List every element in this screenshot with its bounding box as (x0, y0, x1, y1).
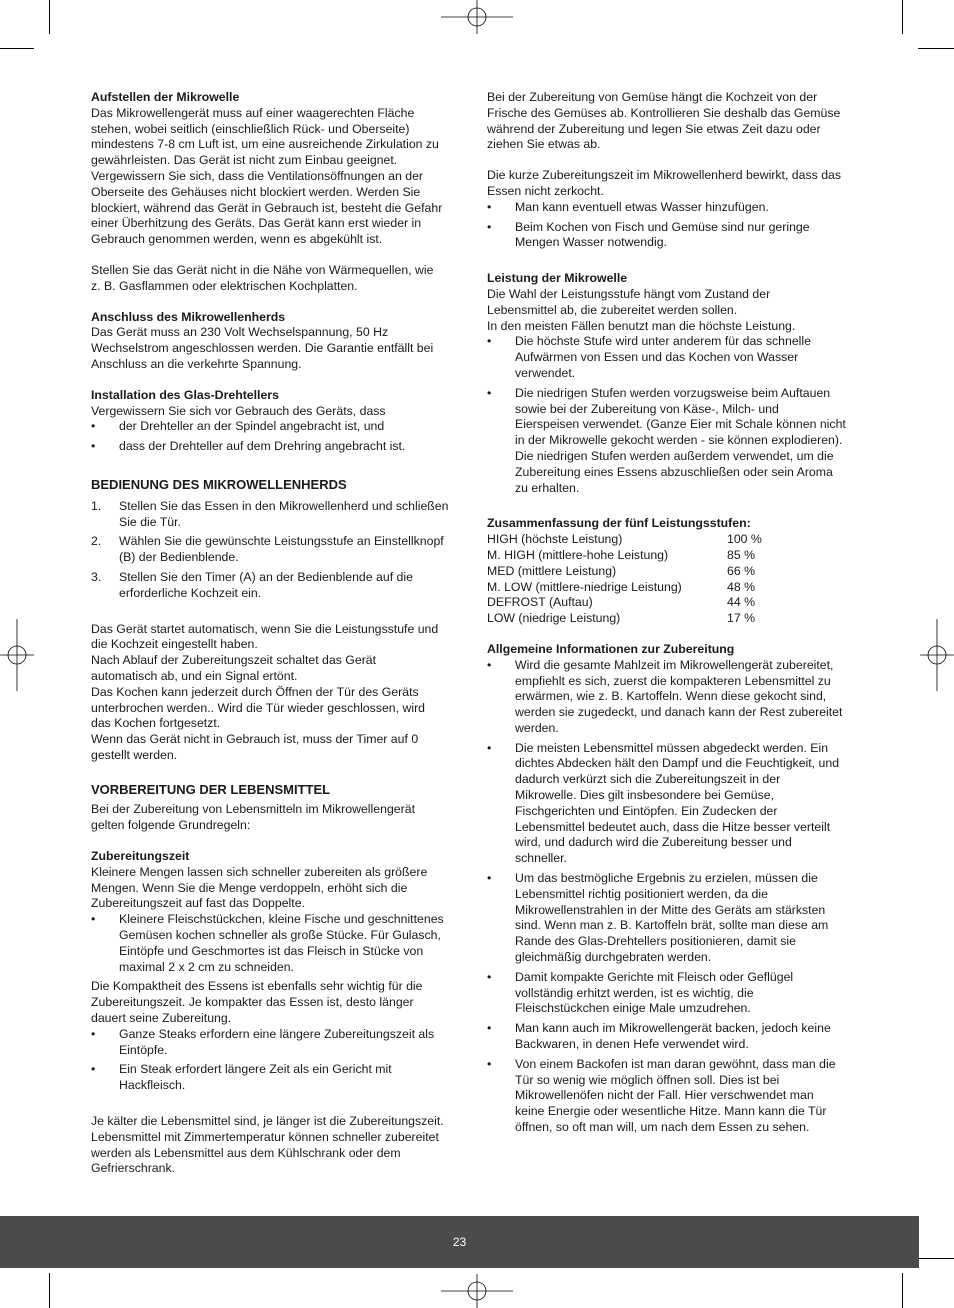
bullet: • (487, 969, 492, 984)
item-number: 1. (91, 498, 102, 513)
bullet: • (487, 199, 492, 214)
text-line: Ganze Steaks erfordern eine längere Zubereitungszeit als (119, 1026, 435, 1041)
bullet: • (487, 385, 492, 400)
level-name: LOW (niedrige Leistung) (487, 611, 621, 626)
bullet: • (91, 419, 96, 434)
level-value: 100 % (727, 532, 762, 547)
bullet-item (487, 658, 865, 737)
text-line: erwärmen, wie z. B. Kartoffeln. Wenn diese gekocht sind, (515, 689, 827, 704)
bullet-item (487, 970, 865, 1017)
text-line: wird, und dadurch wird die Zubereitung besser und (515, 835, 792, 850)
paragraph (487, 168, 865, 200)
text-line: vollständig erhitzt werden, ist es wichtig, die (515, 985, 754, 1000)
text-line: Mengen Wasser notwendig. (515, 235, 667, 250)
text-line: Zubereitungszeit auf fast das Doppelte. (91, 896, 305, 911)
text-line: gleichmäßig durchgebraten werden. (515, 950, 712, 965)
text-line: maximal 2 x 2 cm zu schneiden. (119, 959, 294, 974)
text-line: Zubereitung eines Essens abzuschließen oder sein Aroma (515, 464, 833, 479)
paragraph (91, 325, 469, 372)
text-line: Oberseite des Gehäuses nicht blockiert werden. Werden Sie (91, 184, 421, 199)
paragraph (91, 865, 469, 912)
bullet: • (487, 871, 492, 886)
item-number: 2. (91, 534, 102, 549)
section-heading: BEDIENUNG DES MIKROWELLENHERDS (91, 476, 347, 492)
bullet: • (91, 1062, 96, 1077)
table-row (487, 564, 865, 580)
text-line: Die Wahl der Leistungsstufe hängt vom Zustand der (487, 286, 771, 301)
paragraph (91, 263, 469, 295)
text-line: öffnen, so oft man will, um nach dem Essen zu sehen. (515, 1120, 810, 1135)
text-line: gelten folgende Grundregeln: (91, 818, 251, 833)
text-line: Stellen Sie den Timer (A) an der Bedienblende auf die (119, 569, 413, 584)
table-row (487, 532, 865, 548)
text-line: Gefrierschrank. (91, 1161, 176, 1176)
text-line: erforderliche Kochzeit ein. (119, 585, 262, 600)
table-row (487, 595, 865, 611)
section-heading: Anschluss des Mikrowellenherds (91, 309, 286, 324)
text-line: dichtes Abdecken hält den Dampf und die Feuchtigkeit, und (515, 756, 840, 771)
level-value: 17 % (727, 611, 756, 626)
text-line: Fischgerichten und Eintöpfen. Ein Zudecken der (515, 803, 778, 818)
text-line: stehen, wobei seitlich (einschließlich Rück- und Oberseite) (91, 121, 410, 136)
text-line: blockiert, während das Gerät in Gebrauch ist, besteht die Gefahr (91, 200, 443, 215)
text-line: Gebrauch genommen werden, wenn es abgekühlt ist. (91, 232, 383, 247)
text-line: Um das bestmögliche Ergebnis zu erzielen, müssen die (515, 871, 818, 886)
text-line: Wenn das Gerät nicht in Gebrauch ist, muss der Timer auf 0 (91, 732, 419, 747)
text-line: Mikrowelle. Dies gilt insbesondere bei Gemüse, (515, 788, 775, 803)
text-line: automatisch ab, und ein Signal ertönt. (91, 668, 298, 683)
numbered-item (91, 570, 469, 602)
text-line: dadurch verkürzt sich die Zubereitungszeit in der (515, 772, 781, 787)
text-line: der Drehteller an der Spindel angebracht ist, und (119, 419, 385, 434)
paragraph (487, 287, 865, 334)
text-line: dauert seine Zubereitung. (91, 1011, 232, 1026)
text-line: Lebensmittel richtig positioniert werden, da die (515, 886, 768, 901)
level-value: 44 % (727, 595, 756, 610)
text-line: In den meisten Fällen benutzt man die höchste Leistung. (487, 318, 796, 333)
text-line: Lebensmittel ab, die zubereitet werden sollen. (487, 302, 738, 317)
bullet-item (487, 200, 865, 216)
level-value: 85 % (727, 547, 756, 562)
paragraph (91, 106, 469, 248)
text-line: Das Mikrowellengerät muss auf einer waagerechten Fläche (91, 105, 415, 120)
bullet-item (487, 334, 865, 381)
text-line: Hackfleisch. (119, 1078, 186, 1093)
bullet: • (91, 439, 96, 454)
level-name: M. HIGH (mittlere-hohe Leistung) (487, 547, 669, 562)
bullet: • (487, 657, 492, 672)
text-line: die Kochzeit eingestellt haben. (91, 637, 258, 652)
section-heading: Aufstellen der Mikrowelle (91, 90, 240, 104)
text-line: Fleischstückchen einige Male umzudrehen. (515, 1001, 751, 1016)
text-line: Anschluss an die verkehrte Spannung. (91, 356, 302, 371)
text-line: Eintöpfe und Geschmortes ist das Fleisch in Stücke von (119, 943, 424, 958)
text-line: Kleinere Mengen lassen sich schneller zubereiten als größere (91, 864, 428, 879)
bullet: • (91, 1026, 96, 1041)
text-line: verwendet. (515, 365, 576, 380)
right-column (487, 90, 865, 1136)
text-line: Wird die gesamte Mahlzeit im Mikrowellengerät zubereitet, (515, 657, 834, 672)
text-line: Man kann auch im Mikrowellengerät backen, jedoch keine (515, 1021, 831, 1036)
left-column (91, 90, 469, 1177)
text-line: Stellen Sie das Gerät nicht in die Nähe von Wärmequellen, wie (91, 262, 434, 277)
bullet-item (487, 871, 865, 966)
text-line: schneller. (515, 851, 567, 866)
bullet: • (91, 912, 96, 927)
table-row (487, 611, 865, 627)
level-name: DEFROST (Auftau) (487, 595, 593, 610)
text-line: Tür so wenig wie möglich öffnen soll. Dies ist bei (515, 1072, 780, 1087)
level-name: HIGH (höchste Leistung) (487, 532, 623, 547)
paragraph (91, 802, 469, 834)
text-line: Mikrowellenstrahlen in der Mitte des Geräts am stärksten (515, 902, 826, 917)
table-row (487, 580, 865, 596)
level-name: MED (mittlere Leistung) (487, 563, 617, 578)
level-name: M. LOW (mittlere-niedrige Leistung) (487, 579, 682, 594)
text-line: gewährleisten. Das Gerät ist nicht zum Einbau geeignet. (91, 153, 398, 168)
text-line: keine Energie oder wesentliche Hitze. Mann kann die Tür (515, 1104, 827, 1119)
bullet-item (487, 1057, 865, 1136)
numbered-item (91, 499, 469, 531)
item-number: 3. (91, 569, 102, 584)
text-line: dass der Drehteller auf dem Drehring angebracht ist. (119, 439, 406, 454)
crop-mark (902, 1273, 903, 1308)
text-line: Vergewissern Sie sich, dass die Ventilationsöffnungen an der (91, 168, 424, 183)
text-line: Wechselstrom angeschlossen werden. Die Garantie entfällt bei (91, 341, 434, 356)
text-line: Ein Steak erfordert längere Zeit als ein Gericht mit (119, 1062, 392, 1077)
text-line: Von einem Backofen ist man daran gewöhnt, dass man die (515, 1056, 836, 1071)
text-line: Je kälter die Lebensmittel sind, je länger ist die Zubereitungszeit. (91, 1114, 444, 1129)
text-line: Das Gerät startet automatisch, wenn Sie die Leistungsstufe und (91, 621, 439, 636)
page-footer (0, 1216, 919, 1268)
paragraph (91, 622, 469, 764)
text-line: ziehen Sie etwas ab. (487, 137, 601, 152)
text-line: z. B. Gasflammen oder elektrischen Kochplatten. (91, 278, 358, 293)
level-value: 66 % (727, 563, 756, 578)
registration-mark-right (920, 619, 954, 691)
bullet-item (487, 220, 865, 252)
text-line: Frische des Gemüses ab. Kontrollieren Sie deshalb das Gemüse (487, 105, 841, 120)
bullet-item (91, 419, 469, 435)
text-line: werden als Lebensmittel aus dem Kühlschrank oder dem (91, 1145, 401, 1160)
text-line: Beim Kochen von Fisch und Gemüse sind nur geringe (515, 219, 810, 234)
text-line: Die Kompaktheit des Essens ist ebenfalls sehr wichtig für die (91, 979, 423, 994)
text-line: Wählen Sie die gewünschte Leistungsstufe an Einstellknopf (119, 534, 444, 549)
text-line: Zubereitungszeit. Je kompakter das Essen ist, desto länger (91, 995, 414, 1010)
numbered-item (91, 534, 469, 566)
text-line: Bei der Zubereitung von Gemüse hängt die Kochzeit von der (487, 90, 818, 104)
paragraph: Vergewissern Sie sich vor Gebrauch des Geräts, dass (91, 403, 386, 418)
text-line: mindestens 7-8 cm Luft ist, um eine ausreichende Zirkulation zu (91, 137, 439, 152)
text-line: werden. (515, 720, 559, 735)
text-line: Mikrowellenöfen nicht der Fall. Hier verschwendet man (515, 1088, 814, 1103)
power-levels-table (487, 532, 865, 627)
bullet: • (487, 1021, 492, 1036)
text-line: sowie bei der Zubereitung von Käse-, Milch- und (515, 401, 779, 416)
text-line: Die kurze Zubereitungszeit im Mikrowellenherd bewirkt, dass das (487, 168, 842, 183)
crop-mark (918, 48, 954, 49)
text-line: Die höchste Stufe wird unter anderem für das schnelle (515, 334, 811, 349)
text-line: Eierspeisen verwendet. (Ganze Eier mit Schale können nicht (515, 417, 846, 432)
bullet-item (91, 912, 469, 975)
bullet-item (487, 1021, 865, 1053)
bullet: • (487, 219, 492, 234)
text-line: Essen nicht zerkocht. (487, 183, 604, 198)
table-row (487, 548, 865, 564)
text-line: Sie die Tür. (119, 514, 181, 529)
text-line: werden sie zugedeckt, und danach kann der Rest zubereitet (515, 705, 843, 720)
registration-mark-left (0, 619, 34, 691)
text-line: gestellt werden. (91, 747, 178, 762)
crop-mark (49, 1273, 50, 1308)
section-heading: Allgemeine Informationen zur Zubereitung (487, 641, 735, 656)
text-line: Backwaren, in denen Hefe verwendet wird. (515, 1037, 749, 1052)
registration-mark-top (441, 0, 513, 34)
crop-mark (918, 1258, 954, 1259)
crop-mark (49, 0, 50, 34)
paragraph (91, 979, 469, 1026)
text-line: Aufwärmen von Essen und das Kochen von Wasser (515, 350, 799, 365)
text-line: unterbrochen werden.. Wird die Tür wieder geschlossen, wird (91, 700, 425, 715)
section-heading: Zubereitungszeit (91, 849, 190, 864)
registration-mark-bottom (441, 1274, 513, 1308)
page-number: 23 (452, 1235, 467, 1249)
text-line: Gemüsen kochen schneller als große Stücke. Für Gulasch, (119, 928, 441, 943)
section-heading: VORBEREITUNG DER LEBENSMITTEL (91, 781, 331, 797)
text-line: Stellen Sie das Essen in den Mikrowellenherd und schließen (119, 498, 449, 513)
text-line: Rande des Glas-Drehtellers positionieren, damit sie (515, 934, 796, 949)
crop-mark (0, 48, 34, 49)
bullet: • (487, 1056, 492, 1071)
text-line: Mengen. Wenn Sie die Menge verdoppeln, erhöht sich die (91, 880, 408, 895)
bullet-item (91, 1027, 469, 1059)
text-line: Das Gerät muss an 230 Volt Wechselspannung, 50 Hz (91, 325, 389, 340)
text-line: Bei der Zubereitung von Lebensmitteln im Mikrowellengerät (91, 802, 415, 817)
paragraph (91, 1114, 469, 1177)
text-line: Kleinere Fleischstückchen, kleine Fische und geschnittenes (119, 912, 444, 927)
text-line: Die niedrigen Stufen werden vorzugsweise beim Auftauen (515, 385, 831, 400)
crop-mark (902, 0, 903, 34)
text-line: Damit kompakte Gerichte mit Fleisch oder Geflügel (515, 969, 794, 984)
text-line: während der Zubereitung und legen Sie etwas Zeit dazu oder (487, 121, 821, 136)
text-line: Nach Ablauf der Zubereitungszeit schaltet das Gerät (91, 653, 377, 668)
text-line: einer Überhitzung des Geräts. Das Gerät kann erst wieder in (91, 216, 422, 231)
text-line: (B) der Bedienblende. (119, 550, 239, 565)
text-line: Die niedrigen Stufen werden außerdem verwendet, um die (515, 448, 834, 463)
text-line: empfiehlt es sich, zuerst die kompakteren Lebensmittel zu (515, 673, 831, 688)
text-line: das Kochen fortgesetzt. (91, 716, 221, 731)
bullet: • (487, 740, 492, 755)
bullet: • (487, 334, 492, 349)
section-heading: Leistung der Mikrowelle (487, 271, 628, 286)
bullet-item (487, 386, 865, 497)
bullet-item (91, 1062, 469, 1094)
text-line: in der Mikrowelle gekocht werden - sie können explodieren). (515, 433, 843, 448)
text-line: Lebensmittel bedeutet auch, dass die Hitze besser verteilt (515, 819, 831, 834)
text-line: Lebensmittel mit Zimmertemperatur können schneller zubereitet (91, 1129, 439, 1144)
section-heading: Installation des Glas-Drehtellers (91, 387, 279, 402)
text-line: sind. Wenn man z. B. Kartoffeln brät, sollte man diese am (515, 918, 829, 933)
text-line: Das Kochen kann jederzeit durch Öffnen der Tür des Geräts (91, 684, 419, 699)
paragraph (487, 90, 865, 153)
bullet-item (91, 439, 469, 455)
text-line: Man kann eventuell etwas Wasser hinzufügen. (515, 199, 769, 214)
text-line: Die meisten Lebensmittel müssen abgedeckt werden. Ein (515, 740, 829, 755)
level-value: 48 % (727, 579, 756, 594)
section-heading: Zusammenfassung der fünf Leistungsstufen: (487, 516, 751, 531)
text-line: Eintöpfe. (119, 1042, 168, 1057)
bullet-item (487, 741, 865, 867)
text-line: zu erhalten. (515, 480, 580, 495)
